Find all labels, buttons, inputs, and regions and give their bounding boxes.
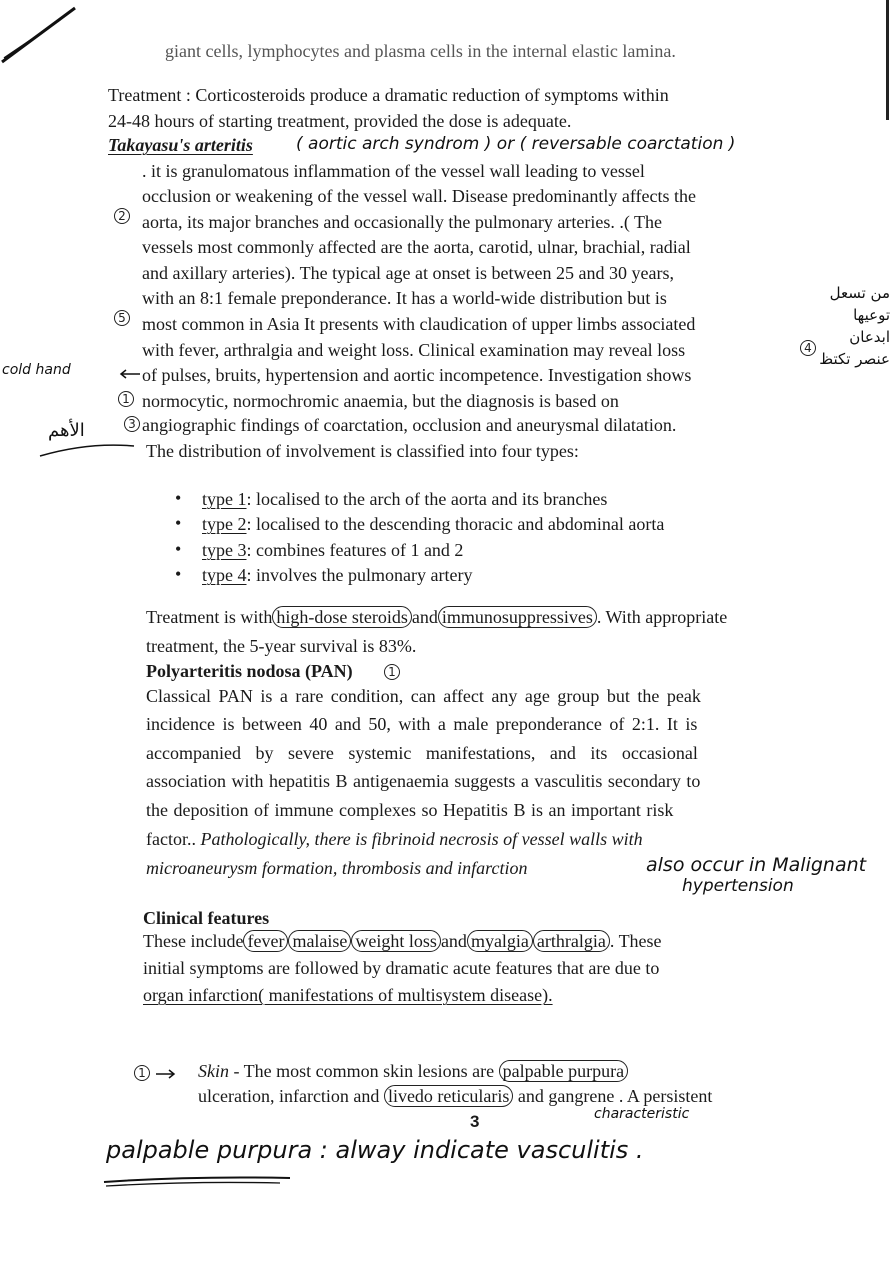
takayasu-line: vessels most commonly affected are the aorta, carotid, ulnar, brachial, radial — [142, 237, 691, 257]
pan-line: accompanied by severe systemic manifestations, and its occasional — [146, 743, 698, 763]
takayasu-line: of pulses, bruits, hypertension and aortic incompetence. Investigation shows — [142, 365, 692, 385]
takayasu-line: with an 8:1 female preponderance. It has a world-wide distribution but is — [142, 288, 667, 308]
takayasu-treatment: Treatment is with high-dose steroids and immunosuppressives . With appropriate — [146, 607, 728, 627]
takayasu-line: most common in Asia It presents with claudication of upper limbs associated — [142, 314, 696, 334]
also-occur-note: also occur in Malignant — [646, 854, 867, 876]
pan-line: the deposition of immune complexes so Hepatitis B is an important risk — [146, 800, 674, 820]
type-item: type 1: localised to the arch of the aorta and its branches — [202, 489, 608, 509]
scan-edge — [886, 0, 889, 120]
clinical-line: initial symptoms are followed by dramatic acute features that are due to — [143, 958, 660, 978]
cold-hand-note: cold hand — [2, 362, 71, 378]
margin-number-4: 4 — [800, 340, 816, 356]
takayasu-line: occlusion or weakening of the vessel wall. Disease predominantly affects the — [142, 186, 696, 206]
pan-line: microaneurysm formation, thrombosis and infarction — [146, 858, 528, 878]
treatment-line-2: 24-48 hours of starting treatment, provided the dose is adequate. — [108, 111, 572, 131]
pan-line: Classical PAN is a rare condition, can affect any age group but the peak — [146, 686, 701, 706]
skin-line-1: Skin - The most common skin lesions are palpable purpura — [198, 1060, 628, 1082]
arabic-underline — [38, 440, 138, 460]
pan-line: association with hepatitis B antigenaemia suggests a vasculitis secondary to — [146, 771, 701, 791]
takayasu-heading: Takayasu's arteritis — [108, 135, 253, 155]
arabic-right-note: من تسعل توعيها ابدعان عنصر تكتظ — [819, 284, 890, 368]
arabic-left-note: الأهم — [48, 420, 85, 441]
bullet: • — [175, 539, 182, 559]
takayasu-line: and axillary arteries). The typical age at onset is between 25 and 30 years, — [142, 263, 674, 283]
margin-number-1: 1 — [118, 391, 134, 407]
clinical-features-line: These include fever malaise weight loss and myalgia arthralgia . These — [143, 931, 662, 951]
type-item: type 2: localised to the descending thoracic and abdominal aorta — [202, 514, 665, 534]
skin-line-2: ulceration, infarction and livedo reticularis and gangrene . A persistent — [198, 1086, 713, 1106]
type-item: type 3: combines features of 1 and 2 — [202, 540, 464, 560]
palpable-purpura-note: palpable purpura : alway indicate vasculitis . — [106, 1136, 644, 1164]
pan-line: incidence is between 40 and 50, with a male preponderance of 2:1. It is — [146, 714, 698, 734]
pan-line: factor.. Pathologically, there is fibrinoid necrosis of vessel walls with — [146, 829, 643, 849]
skin-number-1: 1 — [134, 1065, 150, 1081]
page-number: 3 — [470, 1112, 480, 1131]
pan-number-1: 1 — [384, 664, 400, 680]
takayasu-line: . it is granulomatous inflammation of the vessel wall leading to vessel — [142, 161, 645, 181]
hypertension-note: hypertension — [682, 876, 794, 896]
takayasu-line: with fever, arthralgia and weight loss. Clinical examination may reveal loss — [142, 340, 686, 360]
takayasu-line: angiographic findings of coarctation, occlusion and aneurysmal dilatation. — [142, 415, 677, 435]
takayasu-line: aorta, its major branches and occasionally the pulmonary arteries. .( The — [142, 212, 662, 232]
pan-heading: Polyarteritis nodosa (PAN) — [146, 661, 353, 681]
arrow-icon — [118, 368, 142, 380]
margin-number-3: 3 — [124, 416, 140, 432]
bullet: • — [175, 488, 182, 508]
takayasu-treatment-2: treatment, the 5-year survival is 83%. — [146, 636, 417, 656]
margin-number-5: 5 — [114, 310, 130, 326]
takayasu-line: normocytic, normochromic anaemia, but the diagnosis is based on — [142, 391, 619, 411]
takayasu-heading-note: ( aortic arch syndrom ) or ( reversable coarctation ) — [296, 134, 736, 154]
bullet: • — [175, 513, 182, 533]
top-line: giant cells, lymphocytes and plasma cells in the internal elastic lamina. — [165, 41, 676, 61]
margin-number-2: 2 — [114, 208, 130, 224]
note-underline — [100, 1172, 300, 1188]
type-item: type 4: involves the pulmonary artery — [202, 565, 473, 585]
treatment-line-1: Treatment : Corticosteroids produce a dramatic reduction of symptoms within — [108, 85, 669, 105]
arrow-icon — [154, 1068, 178, 1080]
clinical-line: organ infarction( manifestations of multisystem disease). — [143, 985, 553, 1005]
takayasu-line: The distribution of involvement is classified into four types: — [146, 441, 579, 461]
characteristic-note: characteristic — [594, 1106, 690, 1122]
pen-mark — [0, 0, 90, 70]
bullet: • — [175, 564, 182, 584]
clinical-heading: Clinical features — [143, 908, 270, 928]
